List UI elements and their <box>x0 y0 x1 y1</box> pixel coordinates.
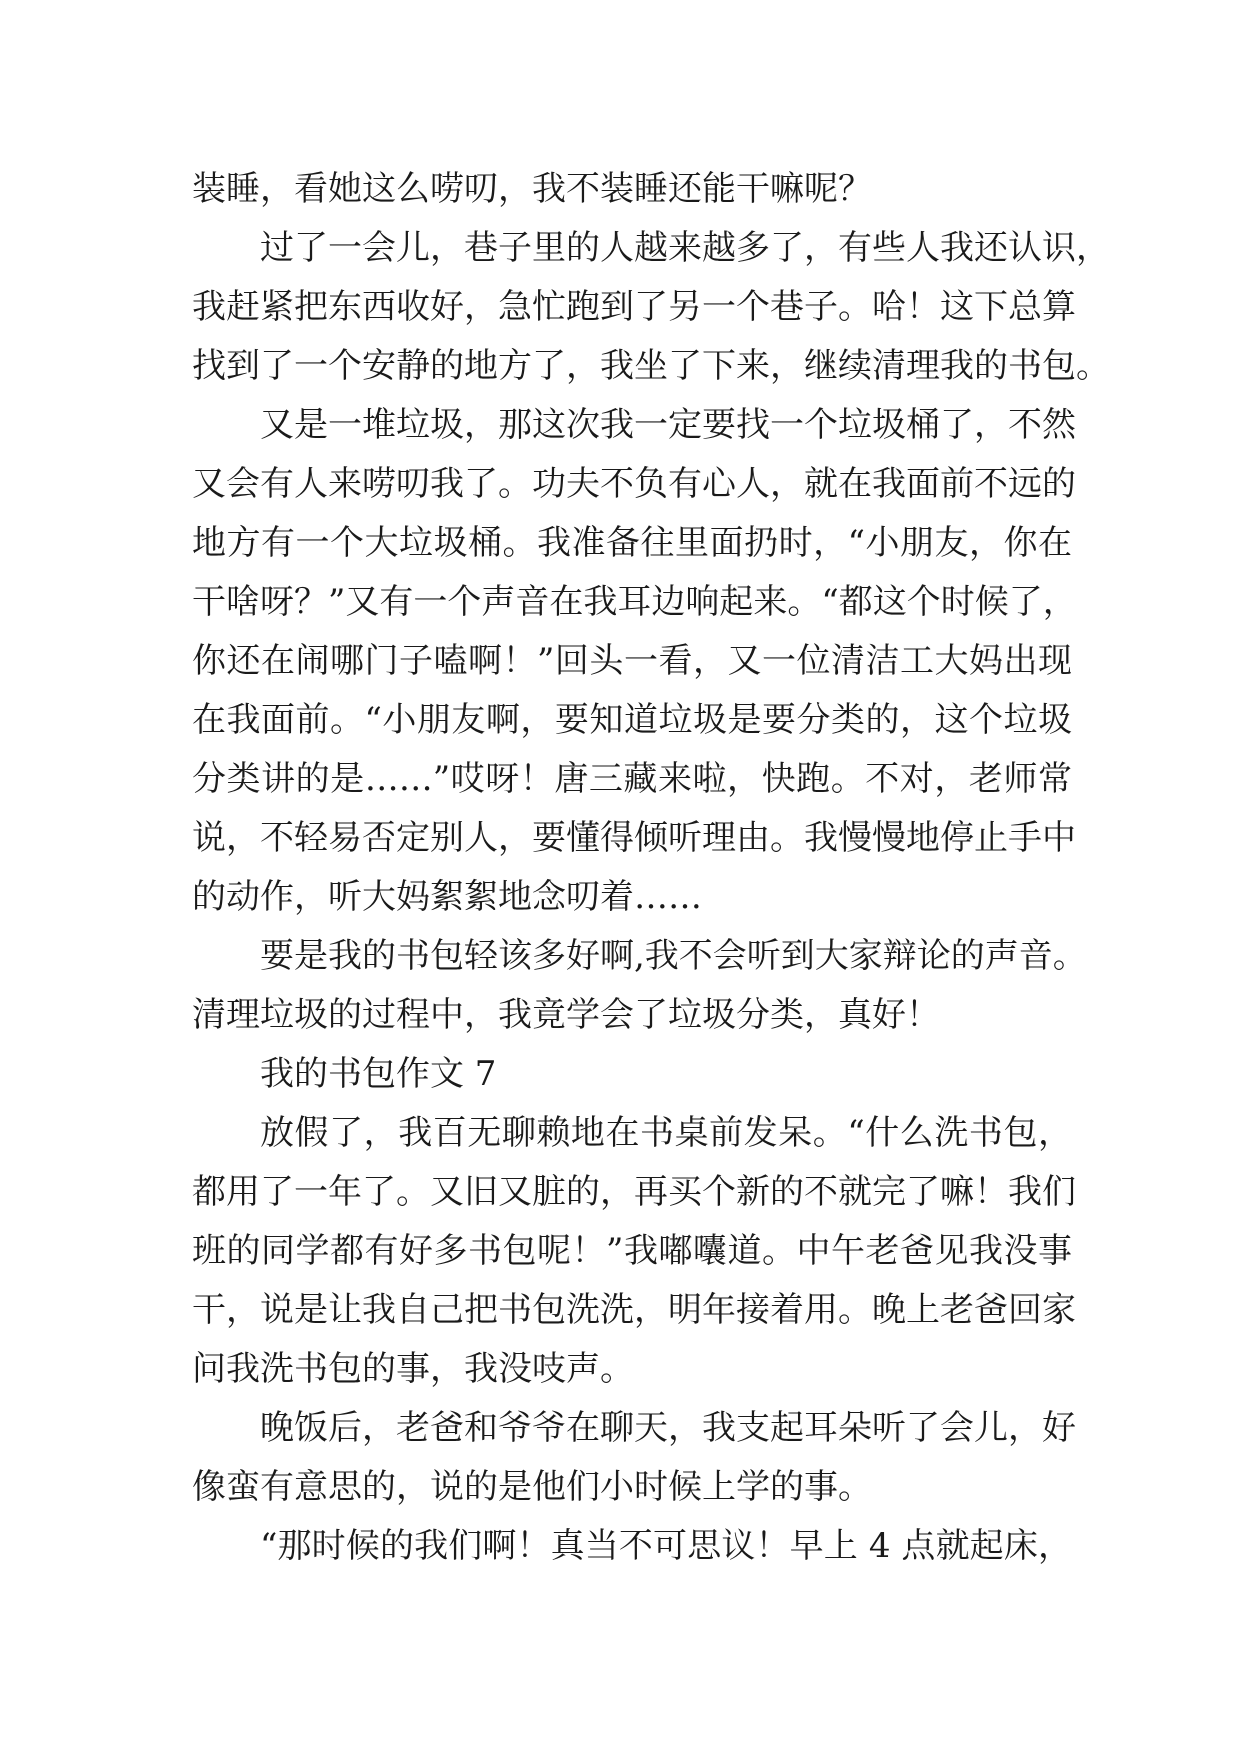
text-line: “那时候的我们啊！真当不可思议！早上 4 点就起床， <box>260 1526 1072 1566</box>
text-line: 干啥呀？”又有一个声音在我耳边响起来。“都这个时候了， <box>192 582 1077 622</box>
text-line: 都用了一年了。又旧又脏的，再买个新的不就完了嘛！我们 <box>192 1172 1076 1212</box>
text-line: 班的同学都有好多书包呢！”我嘟囔道。中午老爸见我没事 <box>192 1231 1072 1271</box>
text-line: 问我洗书包的事，我没吱声。 <box>192 1349 634 1389</box>
text-line: 地方有一个大垃圾桶。我准备往里面扔时，“小朋友，你在 <box>192 523 1072 563</box>
text-line: 装睡，看她这么唠叨，我不装睡还能干嘛呢？ <box>192 169 872 209</box>
text-line: 放假了，我百无聊赖地在书桌前发呆。“什么洗书包， <box>260 1113 1072 1153</box>
text-line: 的动作，听大妈絮絮地念叨着…… <box>192 877 702 917</box>
text-line: 你还在闹哪门子嗑啊！”回头一看，又一位清洁工大妈出现 <box>192 641 1072 681</box>
text-line: 晚饭后，老爸和爷爷在聊天，我支起耳朵听了会儿，好 <box>260 1408 1076 1448</box>
text-line: 干，说是让我自己把书包洗洗，明年接着用。晚上老爸回家 <box>192 1290 1076 1330</box>
text-line: 清理垃圾的过程中，我竟学会了垃圾分类，真好！ <box>192 995 940 1035</box>
text-line: 找到了一个安静的地方了，我坐了下来，继续清理我的书包。 <box>192 346 1110 386</box>
text-line: 过了一会儿，巷子里的人越来越多了，有些人我还认识， <box>260 228 1110 268</box>
document-body <box>192 160 1110 1576</box>
text-line: 分类讲的是……”哎呀！唐三藏来啦，快跑。不对，老师常 <box>192 759 1072 799</box>
text-line: 又会有人来唠叨我了。功夫不负有心人，就在我面前不远的 <box>192 464 1076 504</box>
text-line: 说，不轻易否定别人，要懂得倾听理由。我慢慢地停止手中 <box>192 818 1076 858</box>
text-line: 又是一堆垃圾，那这次我一定要找一个垃圾桶了，不然 <box>260 405 1076 445</box>
text-line: 我赶紧把东西收好，急忙跑到了另一个巷子。哈！这下总算 <box>192 287 1076 327</box>
text-line: 要是我的书包轻该多好啊,我不会听到大家辩论的声音。 <box>260 936 1087 976</box>
text-line: 我的书包作文 7 <box>260 1054 497 1094</box>
text-line: 在我面前。“小朋友啊，要知道垃圾是要分类的，这个垃圾 <box>192 700 1072 740</box>
text-line: 像蛮有意思的，说的是他们小时候上学的事。 <box>192 1467 872 1507</box>
